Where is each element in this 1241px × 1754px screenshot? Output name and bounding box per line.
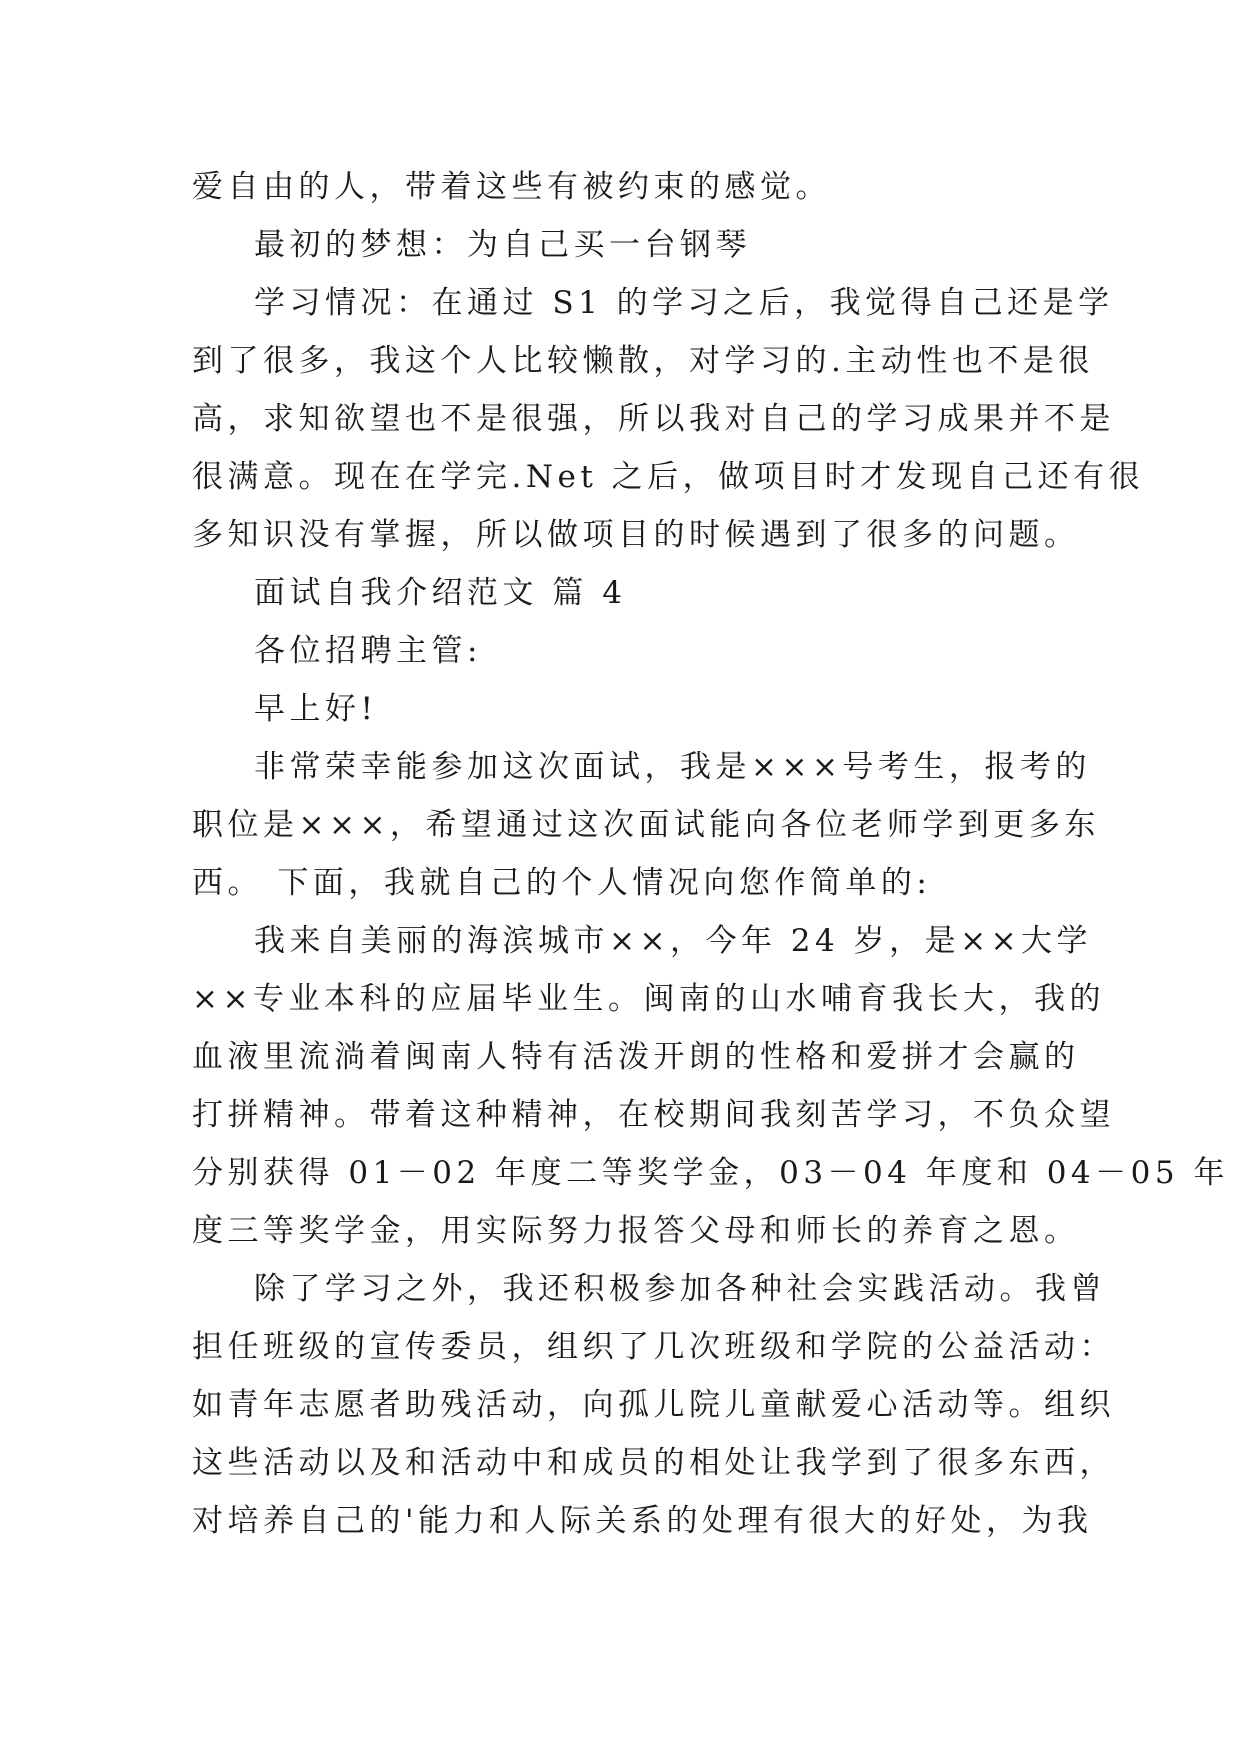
text-line: 早上好! <box>254 691 378 727</box>
text-line: 多知识没有掌握，所以做项目的时候遇到了很多的问题。 <box>192 517 1080 553</box>
text-line: 分别获得 01－02 年度二等奖学金，03－04 年度和 04－05 年 <box>192 1155 1229 1191</box>
text-line: 血液里流淌着闽南人特有活泼开朗的性格和爱拼才会赢的 <box>192 1039 1080 1075</box>
text-line: ××专业本科的应届毕业生。闽南的山水哺育我长大，我的 <box>192 981 1105 1017</box>
text-line: 各位招聘主管: <box>254 633 482 669</box>
text-line: 高，求知欲望也不是很强，所以我对自己的学习成果并不是 <box>192 401 1115 437</box>
section-heading: 面试自我介绍范文 篇 4 <box>254 575 627 611</box>
text-line: 这些活动以及和活动中和成员的相处让我学到了很多东西， <box>192 1445 1115 1481</box>
text-line: 到了很多，我这个人比较懒散，对学习的.主动性也不是很 <box>192 343 1094 379</box>
text-line: 我来自美丽的海滨城市××，今年 24 岁，是××大学 <box>254 923 1093 959</box>
text-line: 打拼精神。带着这种精神，在校期间我刻苦学习，不负众望 <box>192 1097 1115 1133</box>
document-page <box>192 158 1229 1550</box>
text-line: 度三等奖学金，用实际努力报答父母和师长的养育之恩。 <box>192 1213 1080 1249</box>
text-line: 如青年志愿者助残活动，向孤儿院儿童献爱心活动等。组织 <box>192 1387 1115 1423</box>
text-line: 学习情况：在通过 S1 的学习之后，我觉得自己还是学 <box>254 285 1114 321</box>
text-line: 爱自由的人，带着这些有被约束的感觉。 <box>192 169 831 205</box>
text-line: 非常荣幸能参加这次面试，我是×××号考生，报考的 <box>254 749 1091 785</box>
text-line: 西。 下面，我就自己的个人情况向您作简单的: <box>192 865 932 901</box>
text-line: 最初的梦想：为自己买一台钢琴 <box>254 227 751 263</box>
text-line: 职位是×××，希望通过这次面试能向各位老师学到更多东 <box>192 807 1100 843</box>
text-line: 对培养自己的'能力和人际关系的处理有很大的好处，为我 <box>192 1503 1093 1539</box>
text-line: 除了学习之外，我还积极参加各种社会实践活动。我曾 <box>254 1271 1106 1307</box>
text-line: 很满意。现在在学完.Net 之后，做项目时才发现自己还有很 <box>192 459 1145 495</box>
text-line: 担任班级的宣传委员，组织了几次班级和学院的公益活动： <box>192 1329 1115 1365</box>
